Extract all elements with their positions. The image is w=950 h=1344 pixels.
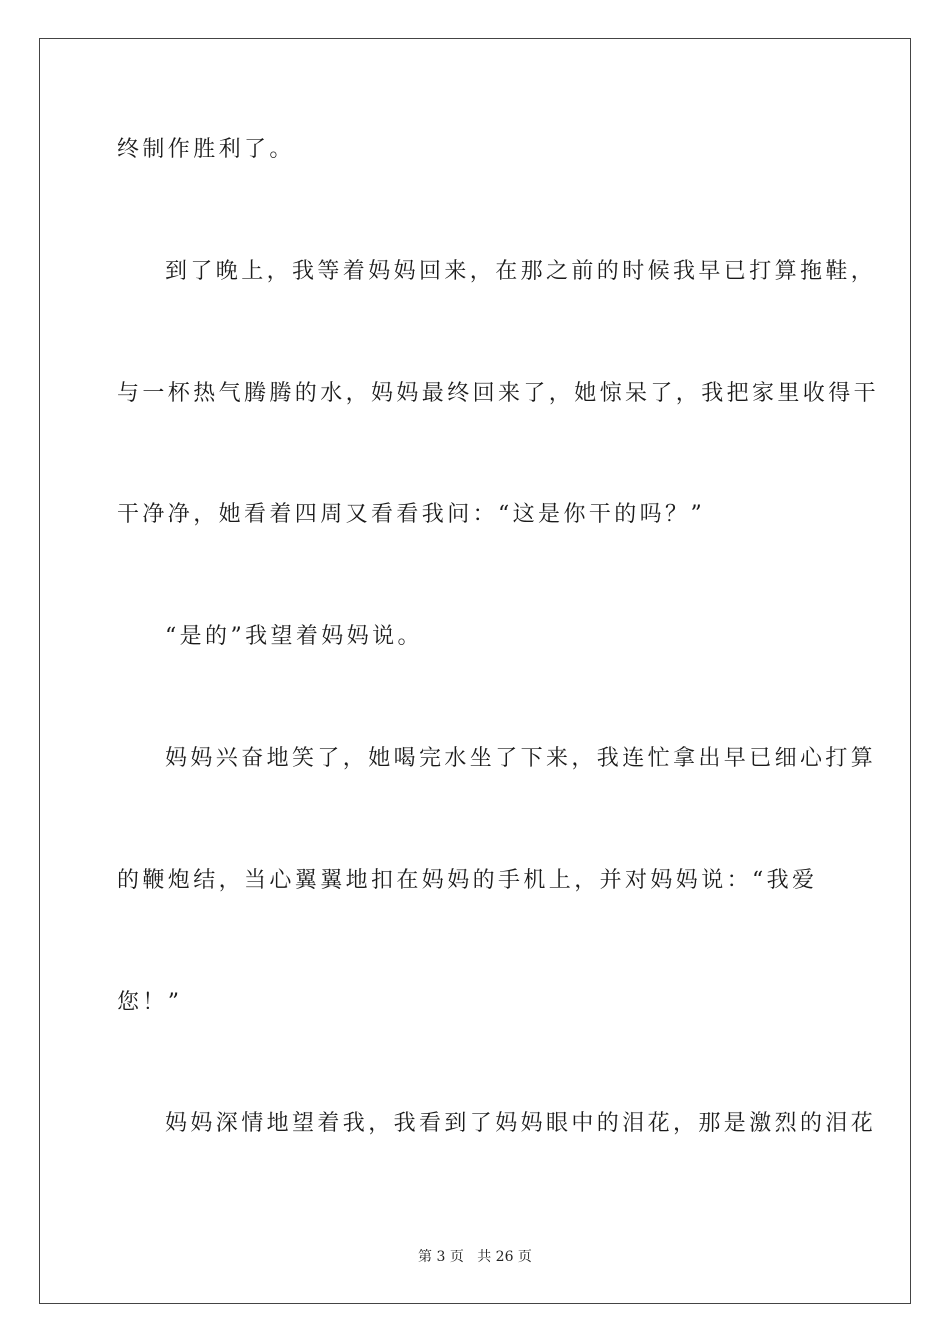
paragraph-start-line: “是的”我望着妈妈说。	[165, 624, 423, 649]
paragraph-start-line: 到了晚上，我等着妈妈回来，在那之前的时候我早已打算拖鞋，	[165, 259, 877, 284]
page-footer	[0, 1248, 950, 1266]
paragraph-start-line: 妈妈兴奋地笑了，她喝完水坐了下来，我连忙拿出早已细心打算	[165, 746, 877, 771]
text-line: 干净净，她看着四周又看看我问：“这是你干的吗？”	[117, 502, 706, 527]
text-line: 的鞭炮结，当心翼翼地扣在妈妈的手机上，并对妈妈说：“我爱	[117, 868, 818, 893]
page-total: 共 26 页	[477, 1249, 532, 1265]
text-line: 与一杯热气腾腾的水，妈妈最终回来了，她惊呆了，我把家里收得干	[117, 381, 880, 406]
text-line: 终制作胜利了。	[117, 137, 295, 162]
paragraph-start-line: 妈妈深情地望着我，我看到了妈妈眼中的泪花，那是激烈的泪花	[165, 1111, 877, 1136]
page-number: 第 3 页	[418, 1249, 464, 1265]
text-line: 您！”	[117, 990, 183, 1015]
